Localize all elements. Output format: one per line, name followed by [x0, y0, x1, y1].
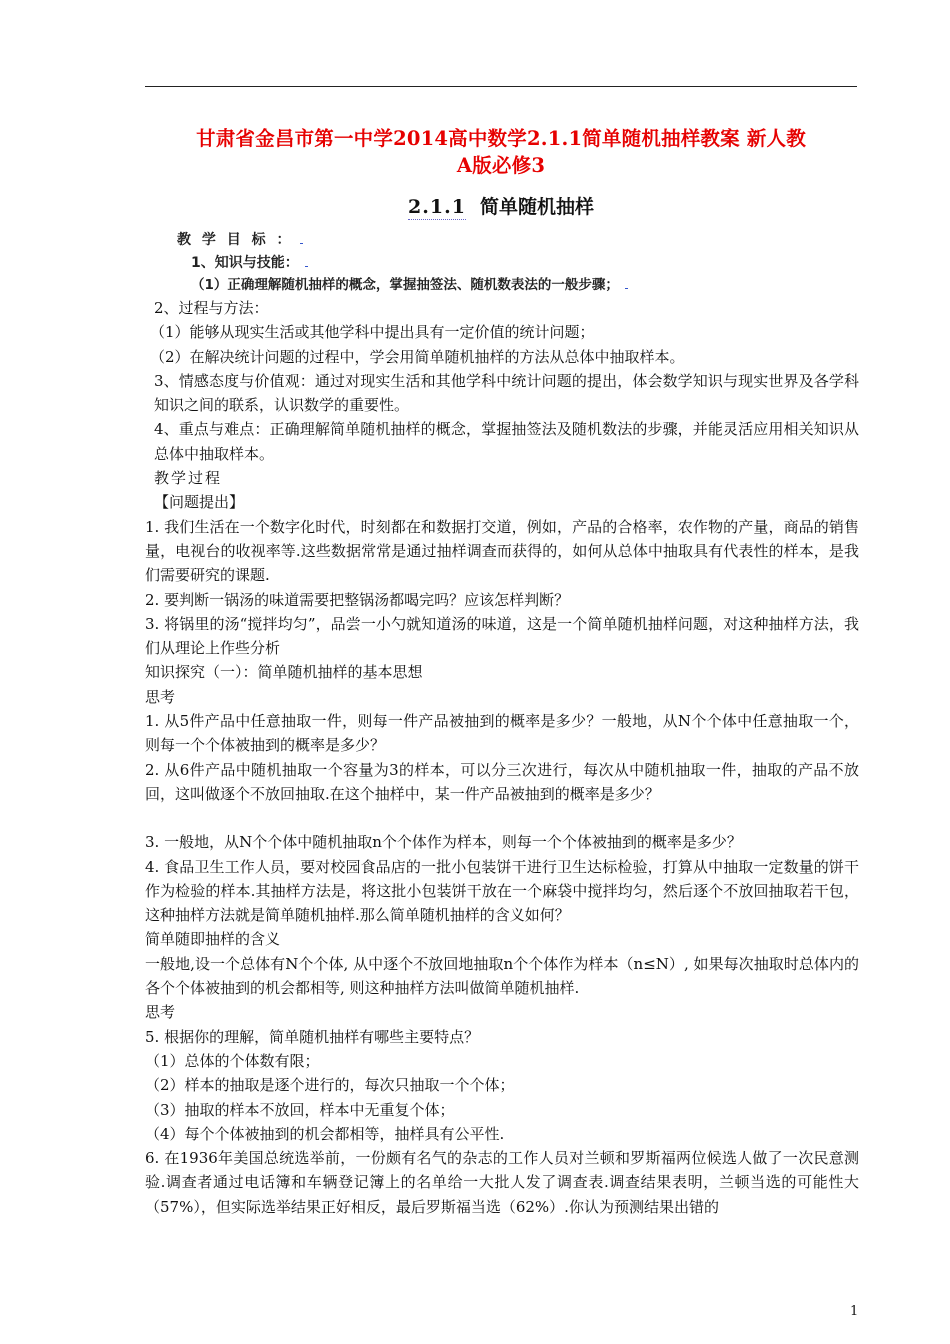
knowledge-skills-text: 1、知识与技能：: [191, 255, 299, 271]
paragraph: （1）总体的个体数有限；: [145, 1051, 320, 1070]
document-title-line2: A版必修3: [456, 154, 546, 177]
goal-item-1-text: （1）正确理解随机抽样的概念，掌握抽签法、随机数表法的一般步骤；: [191, 277, 619, 293]
section-number: 2.1.1: [408, 196, 466, 218]
paragraph: 思考: [145, 1003, 176, 1022]
paragraph: 【问题提出】: [154, 493, 245, 512]
paragraph: 思考: [145, 687, 176, 706]
section-heading: [145, 192, 857, 219]
paragraph: 1. 从5件产品中任意抽取一件，则每一件产品被抽到的概率是多少？一般地，从N个个体中任意抽取一个，则每一个个体被抽到的概率是多少？: [145, 712, 859, 755]
paragraph: 知识探究（一）：简单随机抽样的基本思想: [145, 663, 423, 682]
paragraph: （3）抽取的样本不放回，样本中无重复个体；: [145, 1100, 455, 1119]
goal-item-1: [191, 273, 628, 293]
paragraph: 1. 我们生活在一个数字化时代，时刻都在和数据打交道，例如，产品的合格率，农作物的产量，商品的销售量，电视台的收视率等.这些数据常常是通过抽样调查而获得的，如何从总体中抽取具有代表性的样本，是我们需要研究的课题.: [145, 517, 859, 585]
paragraph: 教学过程: [154, 469, 223, 488]
paragraph: 2. 从6件产品中随机抽取一个容量为3的样本，可以分三次进行，每次从中随机抽取一件，抽取的产品不放回，这叫做逐个不放回抽取.在这个抽样中，某一件产品被抽到的概率是多少？: [145, 760, 859, 803]
paragraph: 5. 根据你的理解，简单随机抽样有哪些主要特点？: [145, 1027, 480, 1046]
paragraph: （4）每个个体被抽到的机会都相等，抽样具有公平性.: [145, 1124, 505, 1143]
paragraph: （2）在解决统计问题的过程中，学会用简单随机抽样的方法从总体中抽取样本。: [150, 347, 685, 366]
edit-mark: [625, 276, 628, 289]
paragraph: 2、过程与方法：: [154, 299, 269, 317]
teaching-goals-heading: [177, 229, 303, 249]
page-number: 1: [850, 1304, 859, 1319]
lesson-body: [145, 296, 859, 1219]
blank-line: [145, 806, 859, 830]
edit-mark: [305, 254, 308, 267]
paragraph: （1）能够从现实生活或其他学科中提出具有一定价值的统计问题；: [150, 323, 595, 342]
knowledge-skills-heading: [191, 252, 308, 272]
teaching-goals-text: 教 学 目 标 ：: [177, 232, 294, 248]
paragraph: （2）样本的抽取是逐个进行的，每次只抽取一个个体；: [145, 1076, 515, 1095]
section-title: 简单随机抽样: [479, 196, 594, 218]
paragraph: 简单随即抽样的含义: [145, 930, 281, 949]
header-rule: [145, 86, 857, 87]
paragraph: 2. 要判断一锅汤的味道需要把整锅汤都喝完吗？应该怎样判断？: [145, 590, 570, 609]
paragraph: 3. 一般地，从N个个体中随机抽取n个个体作为样本，则每一个个体被抽到的概率是多少？: [145, 833, 742, 852]
paragraph: 4. 食品卫生工作人员，要对校园食品店的一批小包装饼干进行卫生达标检验，打算从中抽取一定数量的饼干作为检验的样本.其抽样方法是，将这批小包装饼干放在一个麻袋中搅拌均匀，然后逐个不放回抽取若干包，这种抽样方法就是简单随机抽样.那么简单随机抽样的含义如何？: [145, 857, 859, 925]
edit-mark: [300, 231, 303, 244]
paragraph: 6. 在1936年美国总统选举前，一份颇有名气的杂志的工作人员对兰顿和罗斯福两位候选人做了一次民意测验.调查者通过电话簿和车辆登记簿上的名单给一大批人发了调查表.调查结果表明，兰顿当选的可能性大（57%），但实际选举结果正好相反，最后罗斯福当选（62%）.你认为预测结果出错的: [145, 1149, 859, 1216]
paragraph: 3. 将锅里的汤“搅拌均匀”，品尝一小勺就知道汤的味道，这是一个简单随机抽样问题，对这种抽样方法，我们从理论上作些分析: [145, 614, 859, 658]
paragraph: 一般地,设一个总体有N个个体, 从中逐个不放回地抽取n个个体作为样本（n≤N）, 如果每次抽取时总体内的各个个体被抽到的机会都相等, 则这种抽样方法叫做简单随机抽样.: [145, 954, 859, 998]
document-title-line1: 甘肃省金昌市第一中学2014高中数学2.1.1简单随机抽样教案 新人教: [196, 127, 806, 150]
paragraph: 4、重点与难点：正确理解简单随机抽样的概念，掌握抽签法及随机数法的步骤，并能灵活应用相关知识从总体中抽取样本。: [154, 420, 859, 463]
paragraph: 3、情感态度与价值观：通过对现实生活和其他学科中统计问题的提出，体会数学知识与现实世界及各学科知识之间的联系，认识数学的重要性。: [154, 371, 859, 415]
